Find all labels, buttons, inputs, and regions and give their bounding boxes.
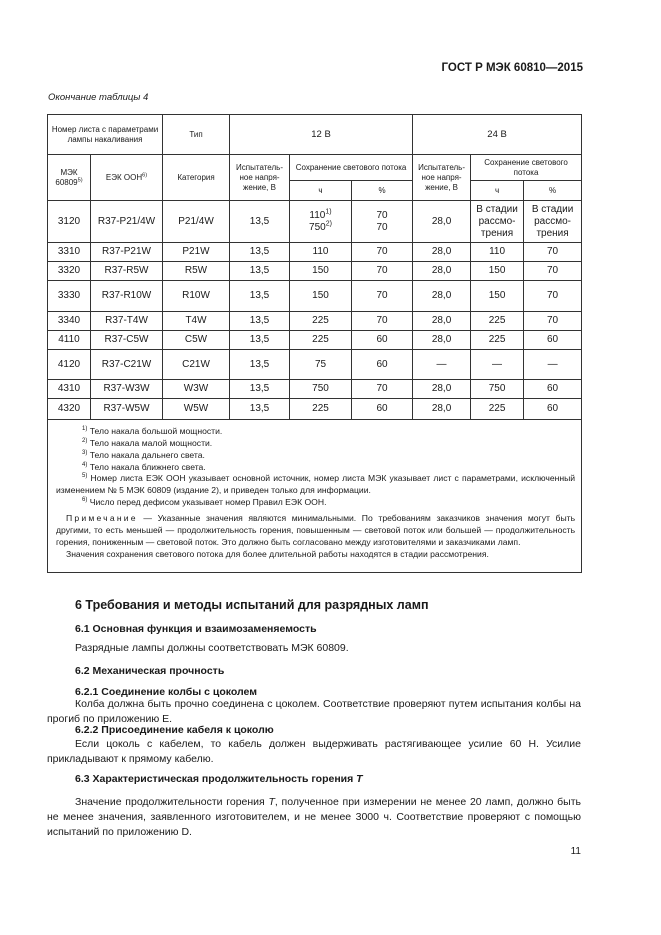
- section-6-3-text: Значение продолжительности горения T, полученное при измерении не менее 20 ламп, должно быть не менее значения, заявленного изготовителем, и не менее 3000 ч. Соответствие проверяют с помощью испытаний по приложению D.: [47, 796, 581, 838]
- section-6-2-1-heading: 6.2.1 Соединение колбы с цоколем: [75, 686, 258, 698]
- cell-percent-12: 70: [352, 380, 413, 399]
- cell-percent-12: 60: [352, 399, 413, 420]
- cell-hours-12: 225: [290, 399, 352, 420]
- cell-iec: 3120: [48, 201, 91, 243]
- document-header: ГОСТ Р МЭК 60810—2015: [441, 62, 583, 74]
- cell-hours-12: 225: [290, 331, 352, 350]
- cell-voltage-24: 28,0: [413, 312, 471, 331]
- cell-voltage-12: 13,5: [230, 312, 290, 331]
- cell-hours-24: 225: [471, 312, 524, 331]
- cell-iec: 3320: [48, 262, 91, 281]
- cell-hours-24: В стадии рассмо-трения: [471, 201, 524, 243]
- head-iec: МЭК 60809$^{5)}$: [48, 155, 91, 201]
- footnote: $^{3)}$ Тело накала дальнего света.: [82, 449, 205, 460]
- table-row: [48, 281, 582, 312]
- lamp-table: [47, 114, 582, 573]
- table-caption: Окончание таблицы 4: [48, 92, 149, 103]
- cell-voltage-12: 13,5: [230, 331, 290, 350]
- cell-category: W3W: [163, 380, 230, 399]
- cell-hours-24: 150: [471, 262, 524, 281]
- cell-voltage-12: 13,5: [230, 201, 290, 243]
- head-type: Тип: [163, 115, 230, 155]
- cell-category: P21/4W: [163, 201, 230, 243]
- section-6-3-heading: 6.3 Характеристическая продолжительность горения T: [75, 773, 363, 785]
- cell-voltage-24: 28,0: [413, 399, 471, 420]
- cell-voltage-12: 13,5: [230, 350, 290, 380]
- head-hours-12: ч: [290, 181, 352, 201]
- table-row: [48, 399, 582, 420]
- cell-hours-12: 110: [290, 243, 352, 262]
- section-6-1-heading: 6.1 Основная функция и взаимозаменяемость: [75, 623, 317, 635]
- cell-voltage-12: 13,5: [230, 380, 290, 399]
- cell-hours-12: 225: [290, 312, 352, 331]
- cell-category: R5W: [163, 262, 230, 281]
- cell-category: T4W: [163, 312, 230, 331]
- cell-percent-12: 70: [352, 312, 413, 331]
- cell-percent-24: В стадии рассмо-трения: [524, 201, 582, 243]
- cell-voltage-24: 28,0: [413, 331, 471, 350]
- head-test-voltage-24: Испытатель-ное напря-жение, В: [413, 155, 471, 201]
- cell-percent-24: 70: [524, 281, 582, 312]
- cell-percent-12: 70: [352, 281, 413, 312]
- cell-voltage-24: 28,0: [413, 380, 471, 399]
- cell-percent-24: 70: [524, 312, 582, 331]
- cell-ece: R37-R10W: [91, 281, 163, 312]
- cell-voltage-24: 28,0: [413, 201, 471, 243]
- cell-hours-12: 150: [290, 262, 352, 281]
- cell-percent-24: —: [524, 350, 582, 380]
- section-6-2-2-heading: 6.2.2 Присоединение кабеля к цоколю: [75, 724, 274, 736]
- head-category: Категория: [163, 155, 230, 201]
- cell-ece: R37-R5W: [91, 262, 163, 281]
- cell-iec: 3310: [48, 243, 91, 262]
- cell-percent-12: 70: [352, 243, 413, 262]
- cell-voltage-24: 28,0: [413, 262, 471, 281]
- cell-iec: 4110: [48, 331, 91, 350]
- head-flux-12: Сохранение светового потока: [290, 155, 413, 181]
- cell-voltage-24: —: [413, 350, 471, 380]
- cell-iec: 4120: [48, 350, 91, 380]
- cell-hours-24: 750: [471, 380, 524, 399]
- footnote: $^{6)}$ Число перед дефисом указывает номер Правил ЕЭК ООН.: [82, 497, 327, 508]
- cell-ece: R37-P21W: [91, 243, 163, 262]
- head-test-voltage-12: Испытатель-ное напря-жение, В: [230, 155, 290, 201]
- cell-hours-24: 225: [471, 331, 524, 350]
- section-6-1-text: Разрядные лампы должны соответствовать МЭК 60809.: [75, 642, 349, 654]
- cell-hours-12: 150: [290, 281, 352, 312]
- section-6-heading: 6 Требования и методы испытаний для разрядных ламп: [75, 598, 429, 612]
- cell-hours-24: 150: [471, 281, 524, 312]
- cell-voltage-12: 13,5: [230, 399, 290, 420]
- table-row: [48, 201, 582, 243]
- footnote: $^{2)}$ Тело накала малой мощности.: [82, 437, 213, 448]
- section-6-2-1-text: Колба должна быть прочно соединена с цоколем. Соответствие проверяют путем испытания колбы на прогиб по приложению Е.: [47, 698, 581, 725]
- section-6-2-2-text: Если цоколь с кабелем, то кабель должен выдерживать растягивающее усилие 60 Н. Усилие прикладывают к прямому кабелю.: [47, 738, 581, 765]
- cell-voltage-12: 13,5: [230, 243, 290, 262]
- cell-voltage-12: 13,5: [230, 281, 290, 312]
- cell-ece: R37-W3W: [91, 380, 163, 399]
- cell-voltage-24: 28,0: [413, 281, 471, 312]
- cell-percent-12: 70: [352, 262, 413, 281]
- head-percent-12: %: [352, 181, 413, 201]
- cell-iec: 3330: [48, 281, 91, 312]
- section-6-2-heading: 6.2 Механическая прочность: [75, 665, 225, 677]
- cell-category: P21W: [163, 243, 230, 262]
- cell-ece: R37-C21W: [91, 350, 163, 380]
- head-percent-24: %: [524, 181, 582, 201]
- head-12v: 12 В: [230, 115, 413, 155]
- table-row: [48, 243, 582, 262]
- cell-iec: 4310: [48, 380, 91, 399]
- footnote: $^{4)}$ Тело накала ближнего света.: [82, 461, 206, 472]
- cell-voltage-24: 28,0: [413, 243, 471, 262]
- cell-percent-12: 60: [352, 331, 413, 350]
- cell-category: W5W: [163, 399, 230, 420]
- cell-category: C5W: [163, 331, 230, 350]
- table-notes: [48, 420, 582, 573]
- cell-hours-24: 225: [471, 399, 524, 420]
- table-row: [48, 312, 582, 331]
- table-row: [48, 331, 582, 350]
- cell-iec: 3340: [48, 312, 91, 331]
- cell-percent-24: 60: [524, 399, 582, 420]
- footnote: $^{5)}$ Номер листа ЕЭК ООН указывает основной источник, номер листа МЭК указывает лист с параметрами, исключенный изменением № 5 МЭК 60809 (издание 2), и приведен только для информации.: [56, 473, 576, 496]
- cell-hours-24: —: [471, 350, 524, 380]
- cell-voltage-12: 13,5: [230, 262, 290, 281]
- cell-category: C21W: [163, 350, 230, 380]
- table-note: Примечание — Указанные значения являются минимальными. По требованиям заказчиков значения могут быть другими, то есть меньшей — продолжительность горения, повышенным — световой поток или большей — продолжительность горения, пониженным — световой поток. Это должно быть согласовано между изготовителями и заказчиками ламп.: [56, 513, 576, 547]
- cell-percent-24: 60: [524, 380, 582, 399]
- cell-percent-12: 60: [352, 350, 413, 380]
- cell-ece: R37-T4W: [91, 312, 163, 331]
- cell-hours-12: 750: [290, 380, 352, 399]
- head-hours-24: ч: [471, 181, 524, 201]
- head-flux-24: Сохранение светового потока: [471, 155, 582, 181]
- cell-hours-12: 75: [290, 350, 352, 380]
- cell-percent-24: 70: [524, 262, 582, 281]
- cell-percent-24: 70: [524, 243, 582, 262]
- head-sheet-no: Номер листа с параметрами лампы накаливания: [48, 115, 163, 155]
- head-ece: ЕЭК ООН$^{6)}$: [91, 155, 163, 201]
- table-row: [48, 350, 582, 380]
- table-row: [48, 380, 582, 399]
- cell-category: R10W: [163, 281, 230, 312]
- table-note-extra: Значения сохранения светового потока для более длительной работы находятся в стадии рассмотрения.: [66, 548, 489, 559]
- page-number: 11: [570, 846, 581, 857]
- cell-iec: 4320: [48, 399, 91, 420]
- cell-hours-24: 110: [471, 243, 524, 262]
- table-row: [48, 262, 582, 281]
- cell-ece: R37-W5W: [91, 399, 163, 420]
- cell-percent-24: 60: [524, 331, 582, 350]
- cell-ece: R37-C5W: [91, 331, 163, 350]
- cell-hours-12: 110$^{1)}$ 750$^{2)}$: [290, 201, 352, 243]
- footnote: $^{1)}$ Тело накала большой мощности.: [82, 426, 223, 436]
- cell-percent-12: 70 70: [352, 201, 413, 243]
- cell-ece: R37-P21/4W: [91, 201, 163, 243]
- head-24v: 24 В: [413, 115, 582, 155]
